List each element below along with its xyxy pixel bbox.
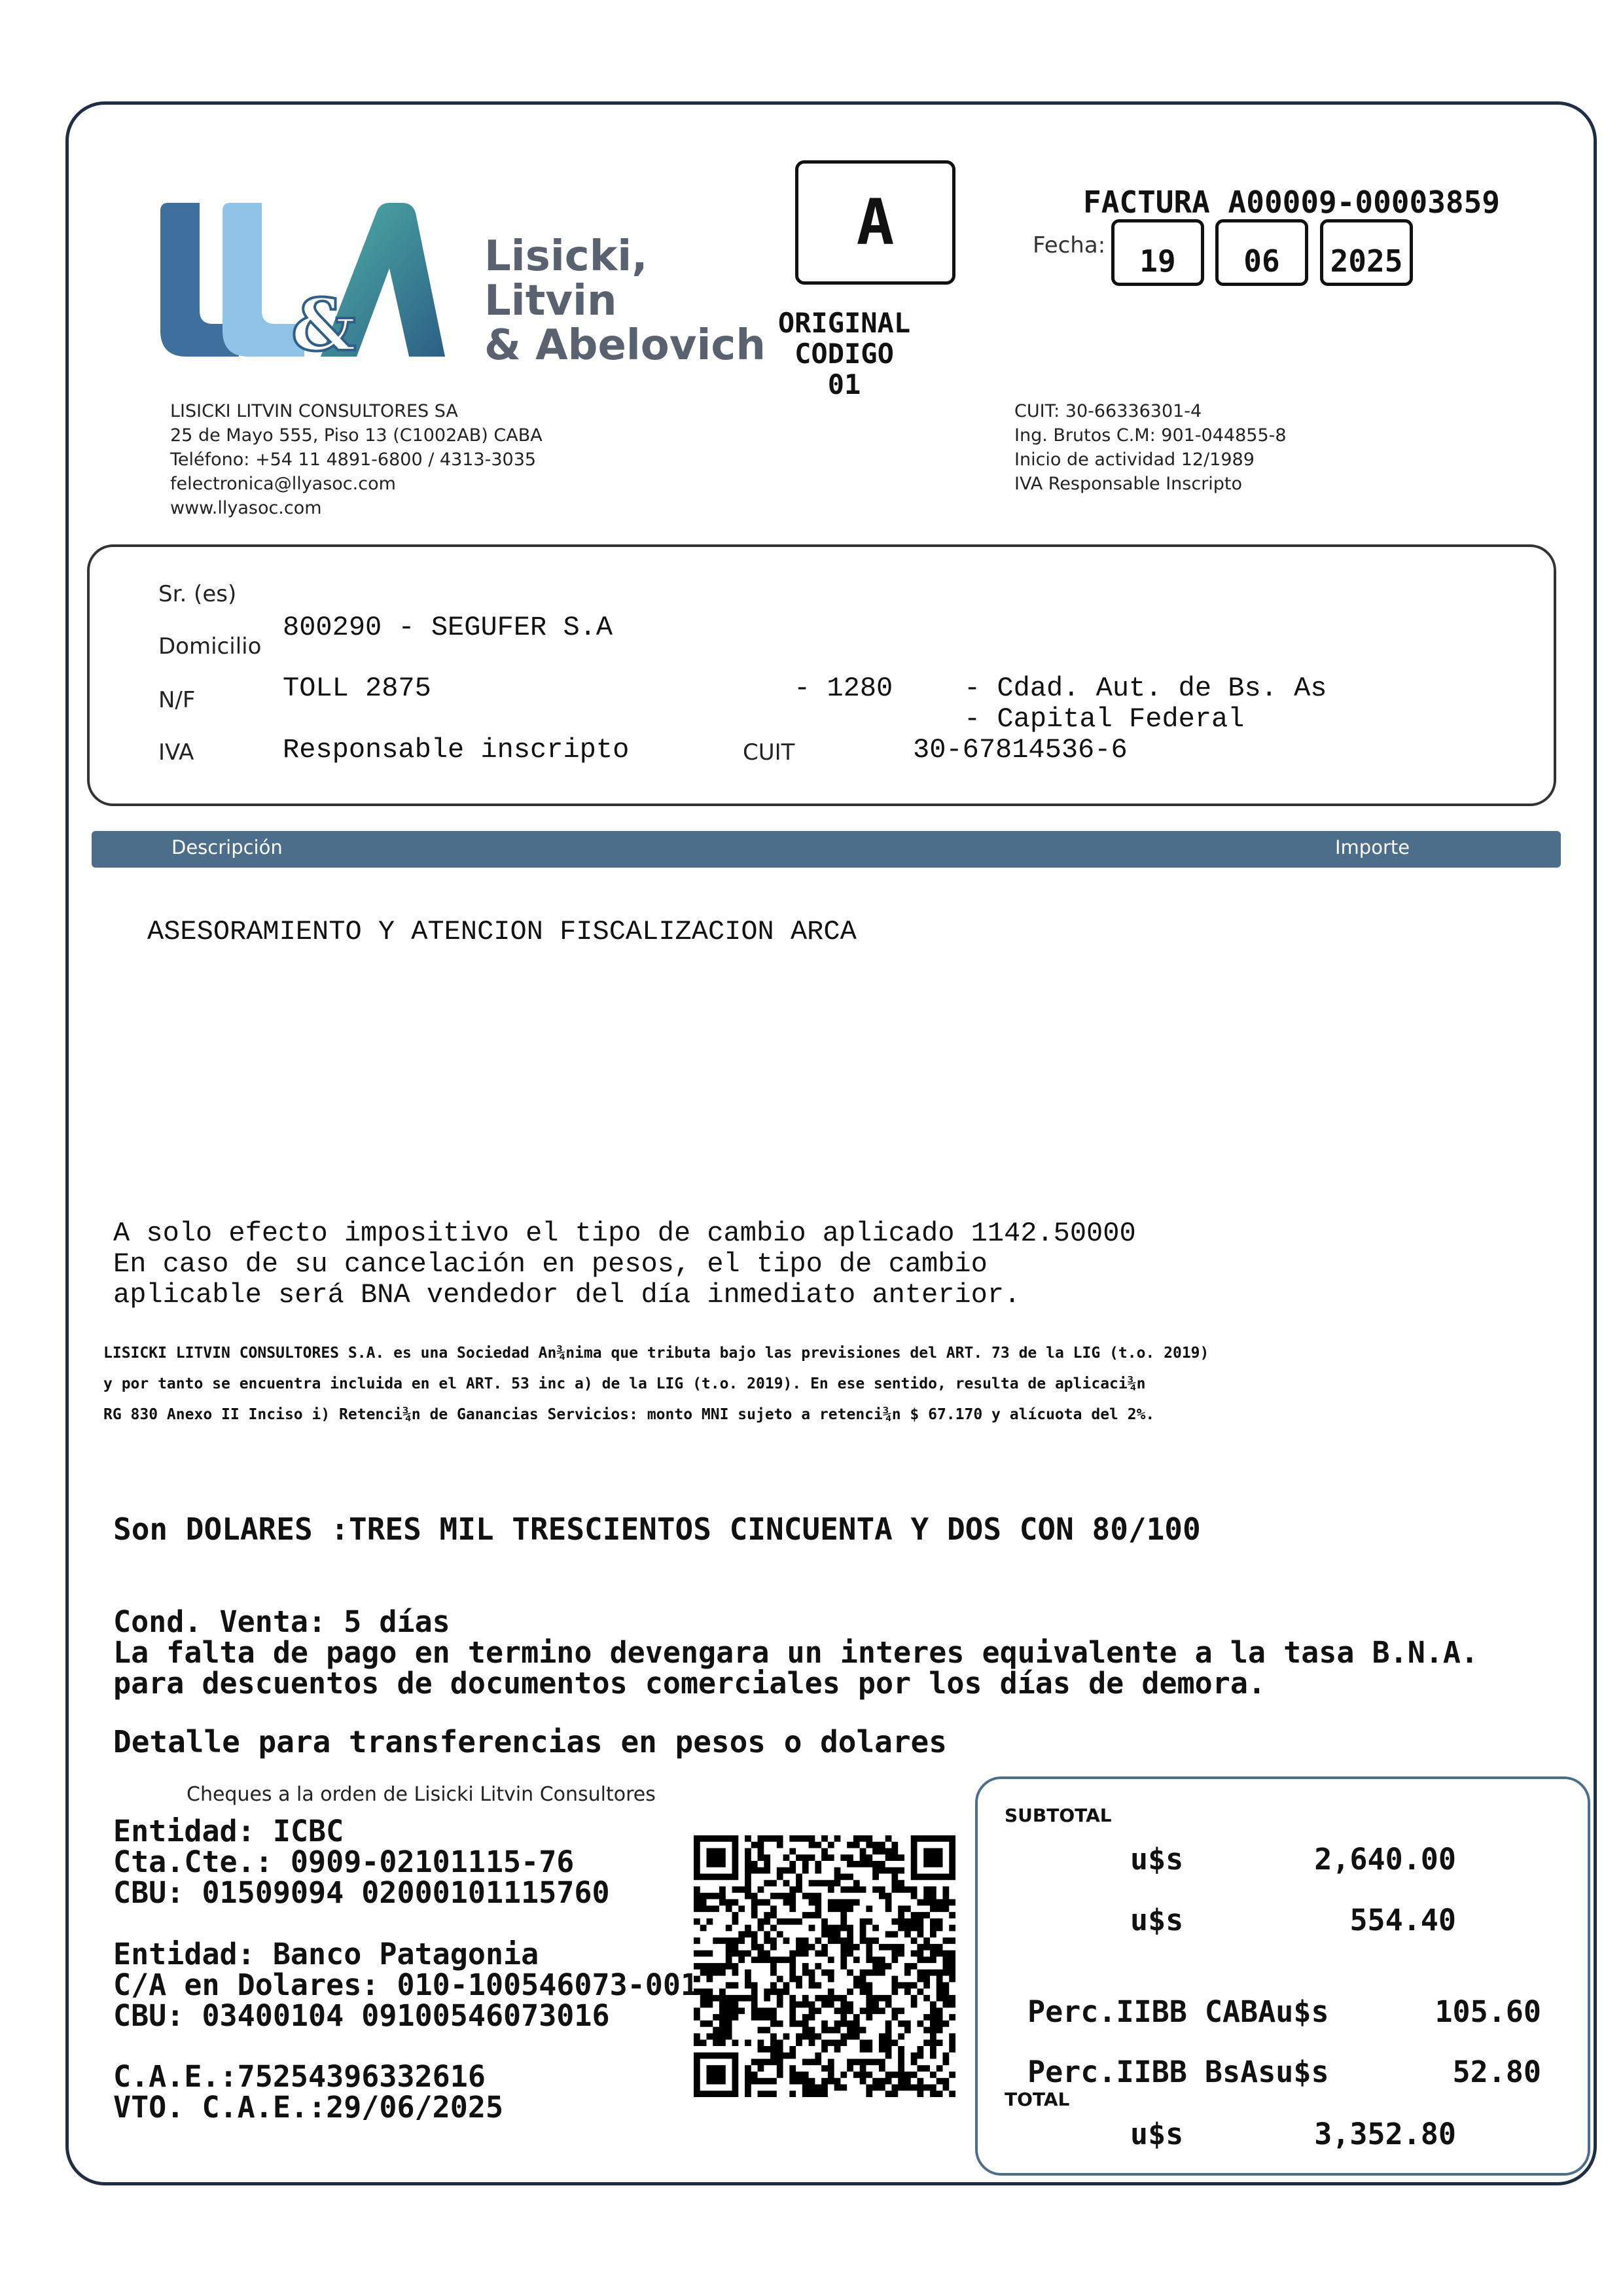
- subtotal-value: 2,640.00: [1314, 1842, 1456, 1877]
- label-domicilio: Domicilio: [158, 633, 262, 660]
- company-logo-mark: [160, 203, 448, 373]
- client-region: - Capital Federal: [964, 703, 1245, 735]
- invoice-code: ORIGINAL CODIGO 01: [777, 307, 911, 400]
- label-nf: N/F: [158, 687, 196, 713]
- invoice-letter: A: [856, 186, 895, 259]
- company-address: 25 de Mayo 555, Piso 13 (C1002AB) CABA: [170, 425, 543, 446]
- client-postal: - 1280: [794, 673, 893, 704]
- fecha-label: Fecha:: [1033, 232, 1106, 258]
- total-value: 3,352.80: [1314, 2117, 1456, 2151]
- qr-finder-square: [923, 1848, 942, 1867]
- cae-expiry: VTO. C.A.E.:29/06/2025: [113, 2090, 504, 2125]
- invoice-title: FACTURA A00009-00003859: [1083, 185, 1500, 220]
- company-email: felectronica@llyasoc.com: [170, 474, 396, 494]
- subtotal-label: SUBTOTAL: [1005, 1805, 1112, 1826]
- transfer-detail-title: Detalle para transferencias en pesos o dolares: [113, 1724, 947, 1759]
- client-iva: Responsable inscripto: [283, 734, 630, 766]
- label-cuit: CUIT: [743, 739, 795, 766]
- company-info: [170, 399, 543, 520]
- client-cuit: 30-67814536-6: [913, 734, 1128, 766]
- cheques-note: Cheques a la orden de Lisicki Litvin Consultores: [187, 1783, 656, 1806]
- company-iibb: Ing. Brutos C.M: 901-044855-8: [1014, 425, 1287, 446]
- cae-info: [113, 2061, 503, 2123]
- header-amount: Importe: [1335, 836, 1410, 858]
- perc-caba-value: 105.60: [1435, 1994, 1541, 2029]
- company-phone: Teléfono: +54 11 4891-6800 / 4313-3035: [170, 450, 537, 470]
- date-day: 19: [1111, 219, 1204, 286]
- amount-in-words: Son DOLARES :TRES MIL TRESCIENTOS CINCUENTA Y DOS CON 80/100: [113, 1511, 1201, 1547]
- label-sr: Sr. (es): [158, 581, 237, 607]
- total-currency: u$s: [1130, 2117, 1184, 2151]
- svg-text:&: &: [291, 283, 357, 367]
- header-description: Descripción: [171, 836, 283, 858]
- company-web: www.llyasoc.com: [170, 498, 322, 518]
- company-tax-info: [1014, 399, 1287, 496]
- date-year: 2025: [1320, 219, 1413, 286]
- qr-code[interactable]: [694, 1835, 955, 2097]
- qr-finder-square: [707, 2065, 726, 2084]
- qr-finder-square: [707, 1848, 726, 1867]
- bank-patagonia: Entidad: Banco Patagonia C/A en Dolares: 010-100546073-001 CBU: 03400104 09100546073016: [113, 1937, 699, 2033]
- perc-caba-label: Perc.IIBB CABAu$s: [1027, 1994, 1329, 2029]
- sale-conditions: Cond. Venta: 5 días La falta de pago en termino devengara un interes equivalente a la tasa B.N.A. para descuentos de documentos comerciales por los días de demora.: [113, 1604, 1479, 1701]
- iva-value: 554.40: [1349, 1903, 1456, 1937]
- company-name: LISICKI LITVIN CONSULTORES SA: [170, 401, 458, 421]
- legal-note: LISICKI LITVIN CONSULTORES S.A. es una Sociedad An¾nima que tributa bajo las previsiones del ART. 73 de la LIG (t.o. 2019) y por tanto se encuentra incluida en el ART. 53 inc a) de la LIG (t.o. 2019). En ese sentido, resulta de aplicaci¾n RG 830 Anexo II Inciso i) Retenci¾n de Ganancias Servicios: monto MNI sujeto a retenci¾n $ 67.170 y alícuota del 2%.: [103, 1345, 1209, 1423]
- item-description: ASESORAMIENTO Y ATENCION FISCALIZACION ARCA: [147, 916, 857, 947]
- client-street: TOLL 2875: [283, 673, 431, 704]
- iva-currency: u$s: [1130, 1903, 1184, 1937]
- invoice-letter-box: [795, 160, 955, 285]
- total-label: TOTAL: [1005, 2089, 1070, 2110]
- cae-number: C.A.E.:75254396332616: [113, 2059, 486, 2094]
- company-iva: IVA Responsable Inscripto: [1014, 474, 1243, 494]
- date-month: 06: [1215, 219, 1308, 286]
- client-name: 800290 - SEGUFER S.A: [283, 612, 613, 643]
- company-cuit: CUIT: 30-66336301-4: [1014, 401, 1202, 421]
- client-city: - Cdad. Aut. de Bs. As: [964, 673, 1327, 704]
- company-inicio: Inicio de actividad 12/1989: [1014, 450, 1255, 470]
- subtotal-currency: u$s: [1130, 1842, 1184, 1877]
- totals-box: [975, 1776, 1590, 2176]
- perc-bsas-value: 52.80: [1452, 2055, 1541, 2089]
- exchange-note: A solo efecto impositivo el tipo de cambio aplicado 1142.50000 En caso de su cancelación en pesos, el tipo de cambio aplicable será BNA vendedor del día inmediato anterior.: [113, 1218, 1136, 1311]
- company-logo-text: Lisicki, Litvin & Abelovich: [484, 232, 766, 370]
- label-iva: IVA: [158, 739, 194, 766]
- bank-icbc: Entidad: ICBC Cta.Cte.: 0909-02101115-76 CBU: 01509094 02000101115760: [113, 1814, 610, 1910]
- perc-bsas-label: Perc.IIBB BsAsu$s: [1027, 2055, 1329, 2089]
